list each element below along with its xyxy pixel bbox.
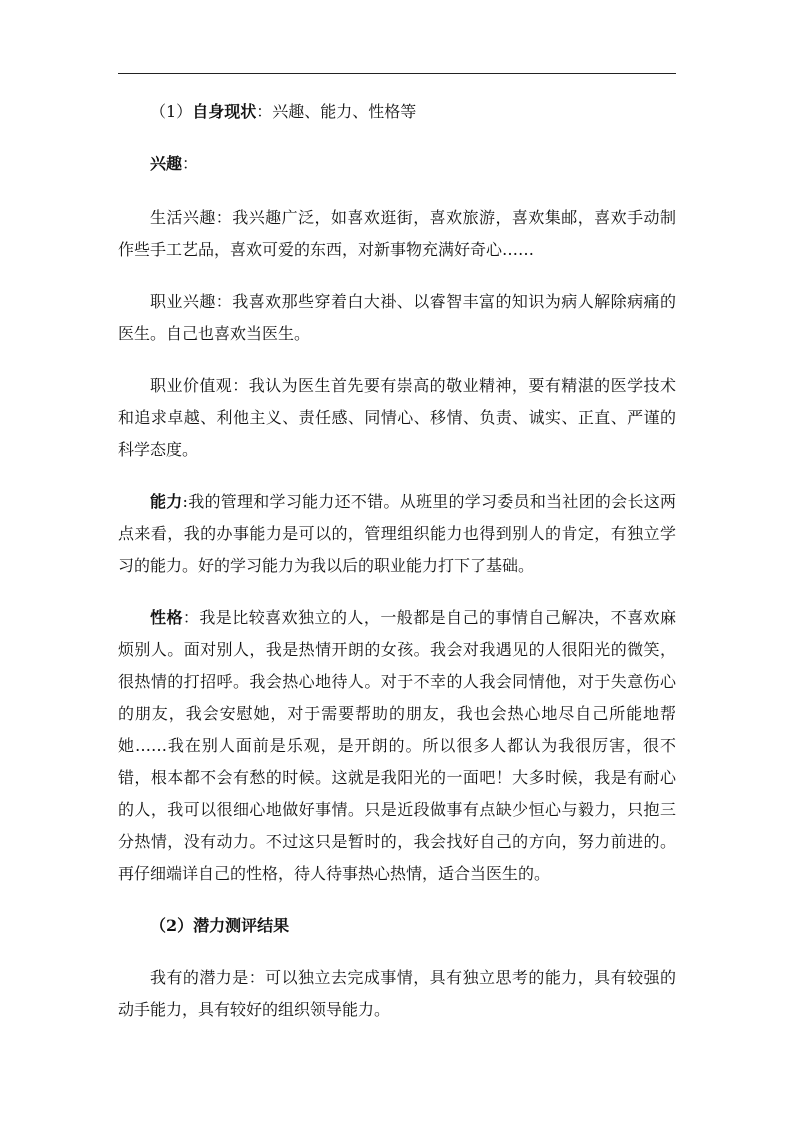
section1-heading bbox=[118, 96, 676, 128]
potential-paragraph: 我有的潜力是：可以独立去完成事情，具有独立思考的能力，具有较强的动手能力，具有较好的组织领导能力。 bbox=[118, 968, 676, 1019]
header-rule bbox=[118, 73, 676, 74]
ability-text: :我的管理和学习能力还不错。从班里的学习委员和当社团的会长这两点来看，我的办事能力是可以的，管理组织能力也得到别人的肯定，有独立学习的能力。好的学习能力为我以后的职业能力打下了基础。 bbox=[118, 492, 676, 575]
interest-heading bbox=[118, 148, 676, 180]
interest-label: 兴趣 bbox=[150, 154, 183, 173]
section1-prefix: （1） bbox=[150, 102, 193, 121]
career-values-paragraph: 职业价值观：我认为医生首先要有崇高的敬业精神，要有精湛的医学技术和追求卓越、利他主义、责任感、同情心、移情、负责、诚实、正直、严谨的科学态度。 bbox=[118, 376, 676, 459]
ability-paragraph bbox=[118, 486, 676, 582]
personality-paragraph bbox=[118, 602, 676, 890]
document-body bbox=[118, 96, 676, 1046]
section1-suffix: ：兴趣、能力、性格等 bbox=[256, 102, 417, 121]
personality-text: ：我是比较喜欢独立的人，一般都是自己的事情自己解决，不喜欢麻烦别人。面对别人，我是热情开朗的女孩。我会对我遇见的人很阳光的微笑，很热情的打招呼。我会热心地待人。对于不幸的人我会同情他，对于失意伤心的朋友，我会安慰她，对于需要帮助的朋友，我也会热心地尽自己所能地帮她……我在别人面前是乐观，是开朗的。所以很多人都认为我很厉害，很不错，根本都不会有愁的时候。这就是我阳光的一面吧！大多时候，我是有耐心的人，我可以很细心地做好事情。只是近段做事有点缺少恒心与毅力，只抱三分热情，没有动力。不过这只是暂时的，我会找好自己的方向，努力前进的。再仔细端详自己的性格，待人待事热心热情，适合当医生的。 bbox=[118, 608, 676, 883]
section1-title: 自身现状 bbox=[192, 102, 257, 121]
life-interest-paragraph: 生活兴趣：我兴趣广泛，如喜欢逛街，喜欢旅游，喜欢集邮，喜欢手动制作些手工艺品，喜欢可爱的东西，对新事物充满好奇心…… bbox=[118, 208, 676, 259]
section2-heading: （2）潜力测评结果 bbox=[150, 916, 290, 935]
interest-colon: ： bbox=[182, 154, 199, 173]
personality-label: 性格 bbox=[150, 608, 183, 627]
career-interest-paragraph: 职业兴趣：我喜欢那些穿着白大褂、以睿智丰富的知识为病人解除病痛的医生。自己也喜欢当医生。 bbox=[118, 292, 676, 343]
ability-label: 能力 bbox=[150, 492, 183, 511]
